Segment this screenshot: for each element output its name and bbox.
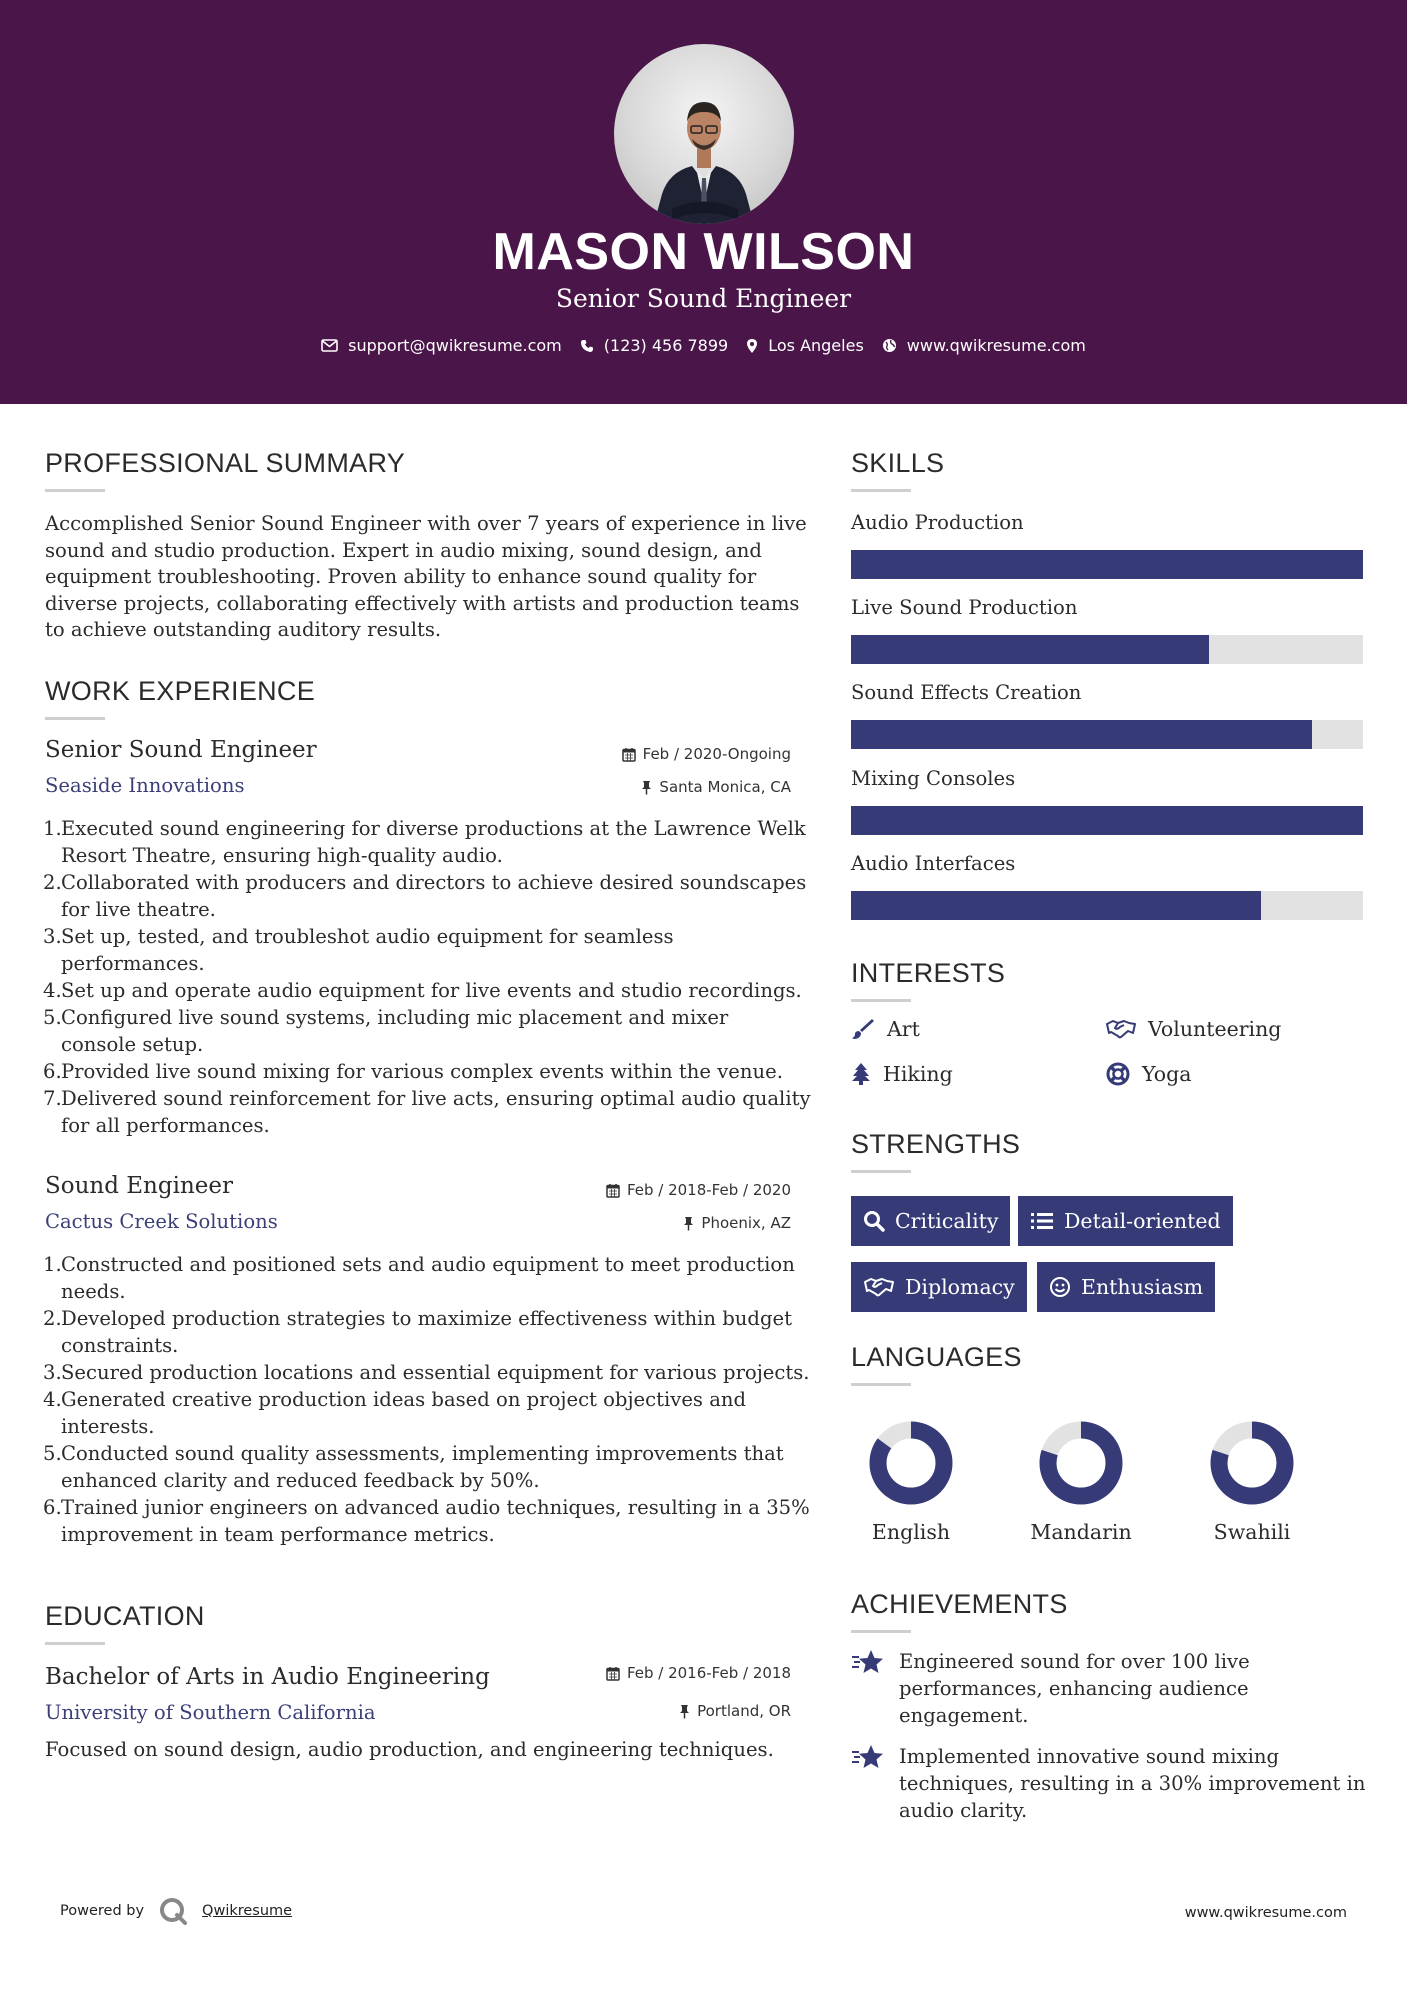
skill-label: Mixing Consoles [851,767,1016,790]
skill-bar-fill [851,891,1261,920]
contact-email-text: support@qwikresume.com [348,336,562,355]
strength-label: Criticality [895,1209,999,1233]
summary-line: diverse projects, collaborating effectively with artists and production teams [45,591,800,615]
list-icon [1030,1211,1054,1231]
list-item: 4. Set up and operate audio equipment for live events and studio recordings. [43,979,802,1002]
pushpin-icon [683,1216,694,1231]
contact-location-text: Los Angeles [768,336,864,355]
achievements-heading: ACHIEVEMENTS [851,1589,1068,1619]
strengths-heading-rule [851,1170,911,1173]
contact-bar [0,336,1407,355]
achievement-text: Implemented innovative sound mixing techniques, resulting in a 30% improvement in audio clarity. [899,1745,1366,1822]
skill-bar-fill [851,635,1209,664]
interest-item [851,1062,953,1086]
experience-heading-rule [45,717,105,720]
skills-heading: SKILLS [851,448,945,478]
contact-website-text: www.qwikresume.com [906,336,1086,355]
list-item: 6. Provided live sound mixing for various complex events within the venue. [43,1060,783,1083]
language-donut [1207,1418,1297,1508]
resume-header [0,0,1407,404]
handshake-icon [863,1276,895,1298]
contact-phone-text: (123) 456 7899 [603,336,729,355]
contact-phone[interactable] [580,336,728,355]
list-item: 1. Executed sound engineering for diverse productions at the Lawrence Welk Resort Theatre, ensuring high-quality audio. [43,817,806,867]
skill-bar-fill [851,806,1363,835]
pushpin-icon [641,780,652,795]
job-title: Sound Engineer [45,1173,233,1199]
language-label: Swahili [1213,1520,1291,1544]
interest-label: Hiking [883,1062,953,1086]
globe-icon [882,338,897,353]
summary-line: equipment troubleshooting. Proven ability to enhance sound quality for [45,565,757,589]
calendar-icon [606,1183,620,1198]
interests-heading: INTERESTS [851,958,1006,988]
list-item: 3. Secured production locations and essential equipment for various projects. [43,1361,810,1384]
strength-label: Diplomacy [905,1275,1015,1299]
smile-icon [1049,1276,1071,1298]
list-item: 5. Conducted sound quality assessments, implementing improvements that enhanced clarity and reduced feedback by 50%. [43,1442,784,1492]
star-icon [851,1743,885,1771]
strength-chip [851,1262,1027,1312]
language-label: English [871,1520,951,1544]
qwikresume-logo-icon [158,1896,188,1926]
list-item: 1. Constructed and positioned sets and audio equipment to meet production needs. [43,1253,795,1303]
job-company: Seaside Innovations [45,774,245,797]
education-location-text: Portland, OR [697,1702,791,1720]
skill-bar-fill [851,550,1363,579]
interest-item [1106,1062,1191,1086]
footer-powered-by [60,1896,292,1926]
language-item [846,1418,976,1544]
job-company: Cactus Creek Solutions [45,1210,278,1233]
achievement-item [851,1743,1371,1824]
list-item: 4. Generated creative production ideas based on project objectives and interests. [43,1388,747,1438]
language-donut [1036,1418,1126,1508]
list-item: 6. Trained junior engineers on advanced audio techniques, resulting in a 35% improvement in team performance metrics. [43,1496,810,1546]
search-icon [863,1210,885,1232]
strength-chip [1018,1196,1233,1246]
languages-heading: LANGUAGES [851,1342,1022,1372]
footer-website[interactable]: www.qwikresume.com [1184,1905,1347,1921]
skill-bar [851,806,1363,835]
job-location-text: Phoenix, AZ [701,1214,791,1232]
skill-bar [851,550,1363,579]
strength-label: Enthusiasm [1081,1275,1204,1299]
interests-heading-rule [851,999,911,1002]
qwikresume-link[interactable]: Qwikresume [202,1903,293,1919]
job-date-text: Feb / 2018-Feb / 2020 [626,1181,791,1199]
candidate-name: MASON WILSON [492,223,915,281]
job-location [641,778,791,796]
summary-heading-rule [45,489,105,492]
job-title: Senior Sound Engineer [45,737,317,763]
skills-heading-rule [851,489,911,492]
job-location-text: Santa Monica, CA [659,778,791,796]
list-item: 7. Delivered sound reinforcement for live acts, ensuring optimal audio quality for all performances. [43,1087,811,1137]
job-bullet-list [43,1251,810,1548]
contact-email[interactable] [321,336,562,355]
list-item: 3. Set up, tested, and troubleshot audio equipment for seamless performances. [43,925,674,975]
list-item: 5. Configured live sound systems, including mic placement and mixer console setup. [43,1006,729,1056]
education-school: University of Southern California [45,1701,376,1724]
education-date-text: Feb / 2016-Feb / 2018 [626,1664,791,1682]
language-item [1016,1418,1146,1544]
summary-line: sound and studio production. Expert in audio mixing, sound design, and [45,538,762,562]
job-date [606,1181,791,1199]
education-description: Focused on sound design, audio production, and engineering techniques. [45,1738,774,1761]
job-location [683,1214,791,1232]
experience-heading: WORK EXPERIENCE [45,676,316,706]
map-marker-icon [746,338,758,354]
job-bullet-list [43,815,811,1139]
job-date-text: Feb / 2020-Ongoing [642,745,791,763]
star-icon [851,1648,885,1676]
interest-label: Volunteering [1148,1017,1282,1041]
skill-bar [851,635,1363,664]
language-item [1187,1418,1317,1544]
calendar-icon [606,1666,620,1681]
skill-bar [851,720,1363,749]
achievement-text: Engineered sound for over 100 live performances, enhancing audience engagement. [899,1650,1250,1727]
education-heading-rule [45,1642,105,1645]
envelope-icon [321,339,338,352]
lifering-icon [1106,1062,1130,1086]
skill-label: Sound Effects Creation [851,681,1082,704]
strength-chip [851,1196,1010,1246]
contact-website[interactable] [882,336,1086,355]
interest-label: Art [887,1017,920,1041]
education-location [679,1702,791,1720]
summary-text [45,511,807,644]
powered-by-text: Powered by [60,1903,145,1919]
skill-label: Audio Interfaces [851,852,1016,875]
strengths-heading: STRENGTHS [851,1129,1021,1159]
calendar-icon [622,747,636,762]
education-heading: EDUCATION [45,1601,205,1631]
interest-item [851,1017,920,1041]
education-degree: Bachelor of Arts in Audio Engineering [45,1664,490,1690]
pushpin-icon [679,1704,690,1719]
job-date [622,745,791,763]
language-label: Mandarin [1030,1520,1132,1544]
summary-line: to achieve outstanding auditory results. [45,618,442,642]
candidate-title: Senior Sound Engineer [555,284,852,313]
skill-bar [851,891,1363,920]
achievements-heading-rule [851,1630,911,1633]
list-item: 2. Collaborated with producers and directors to achieve desired soundscapes for live theatre. [43,871,807,921]
summary-line: Accomplished Senior Sound Engineer with over 7 years of experience in live [45,512,807,535]
handshake-icon [1106,1018,1136,1040]
person-photo-icon [614,44,794,224]
phone-icon [580,339,594,353]
tree-icon [851,1062,871,1086]
paintbrush-icon [851,1017,875,1041]
skill-label: Audio Production [851,511,1024,534]
achievement-item [851,1648,1371,1729]
skill-label: Live Sound Production [851,596,1078,619]
language-donut [866,1418,956,1508]
languages-heading-rule [851,1383,911,1386]
list-item: 2. Developed production strategies to maximize effectiveness within budget constraints. [43,1307,792,1357]
skill-bar-fill [851,720,1312,749]
education-date [606,1664,791,1682]
summary-heading: PROFESSIONAL SUMMARY [45,448,406,478]
strength-label: Detail-oriented [1064,1209,1221,1233]
contact-location [746,336,864,355]
strength-chip [1037,1262,1215,1312]
interest-item [1106,1017,1281,1041]
profile-photo [614,44,794,224]
interest-label: Yoga [1142,1062,1192,1086]
